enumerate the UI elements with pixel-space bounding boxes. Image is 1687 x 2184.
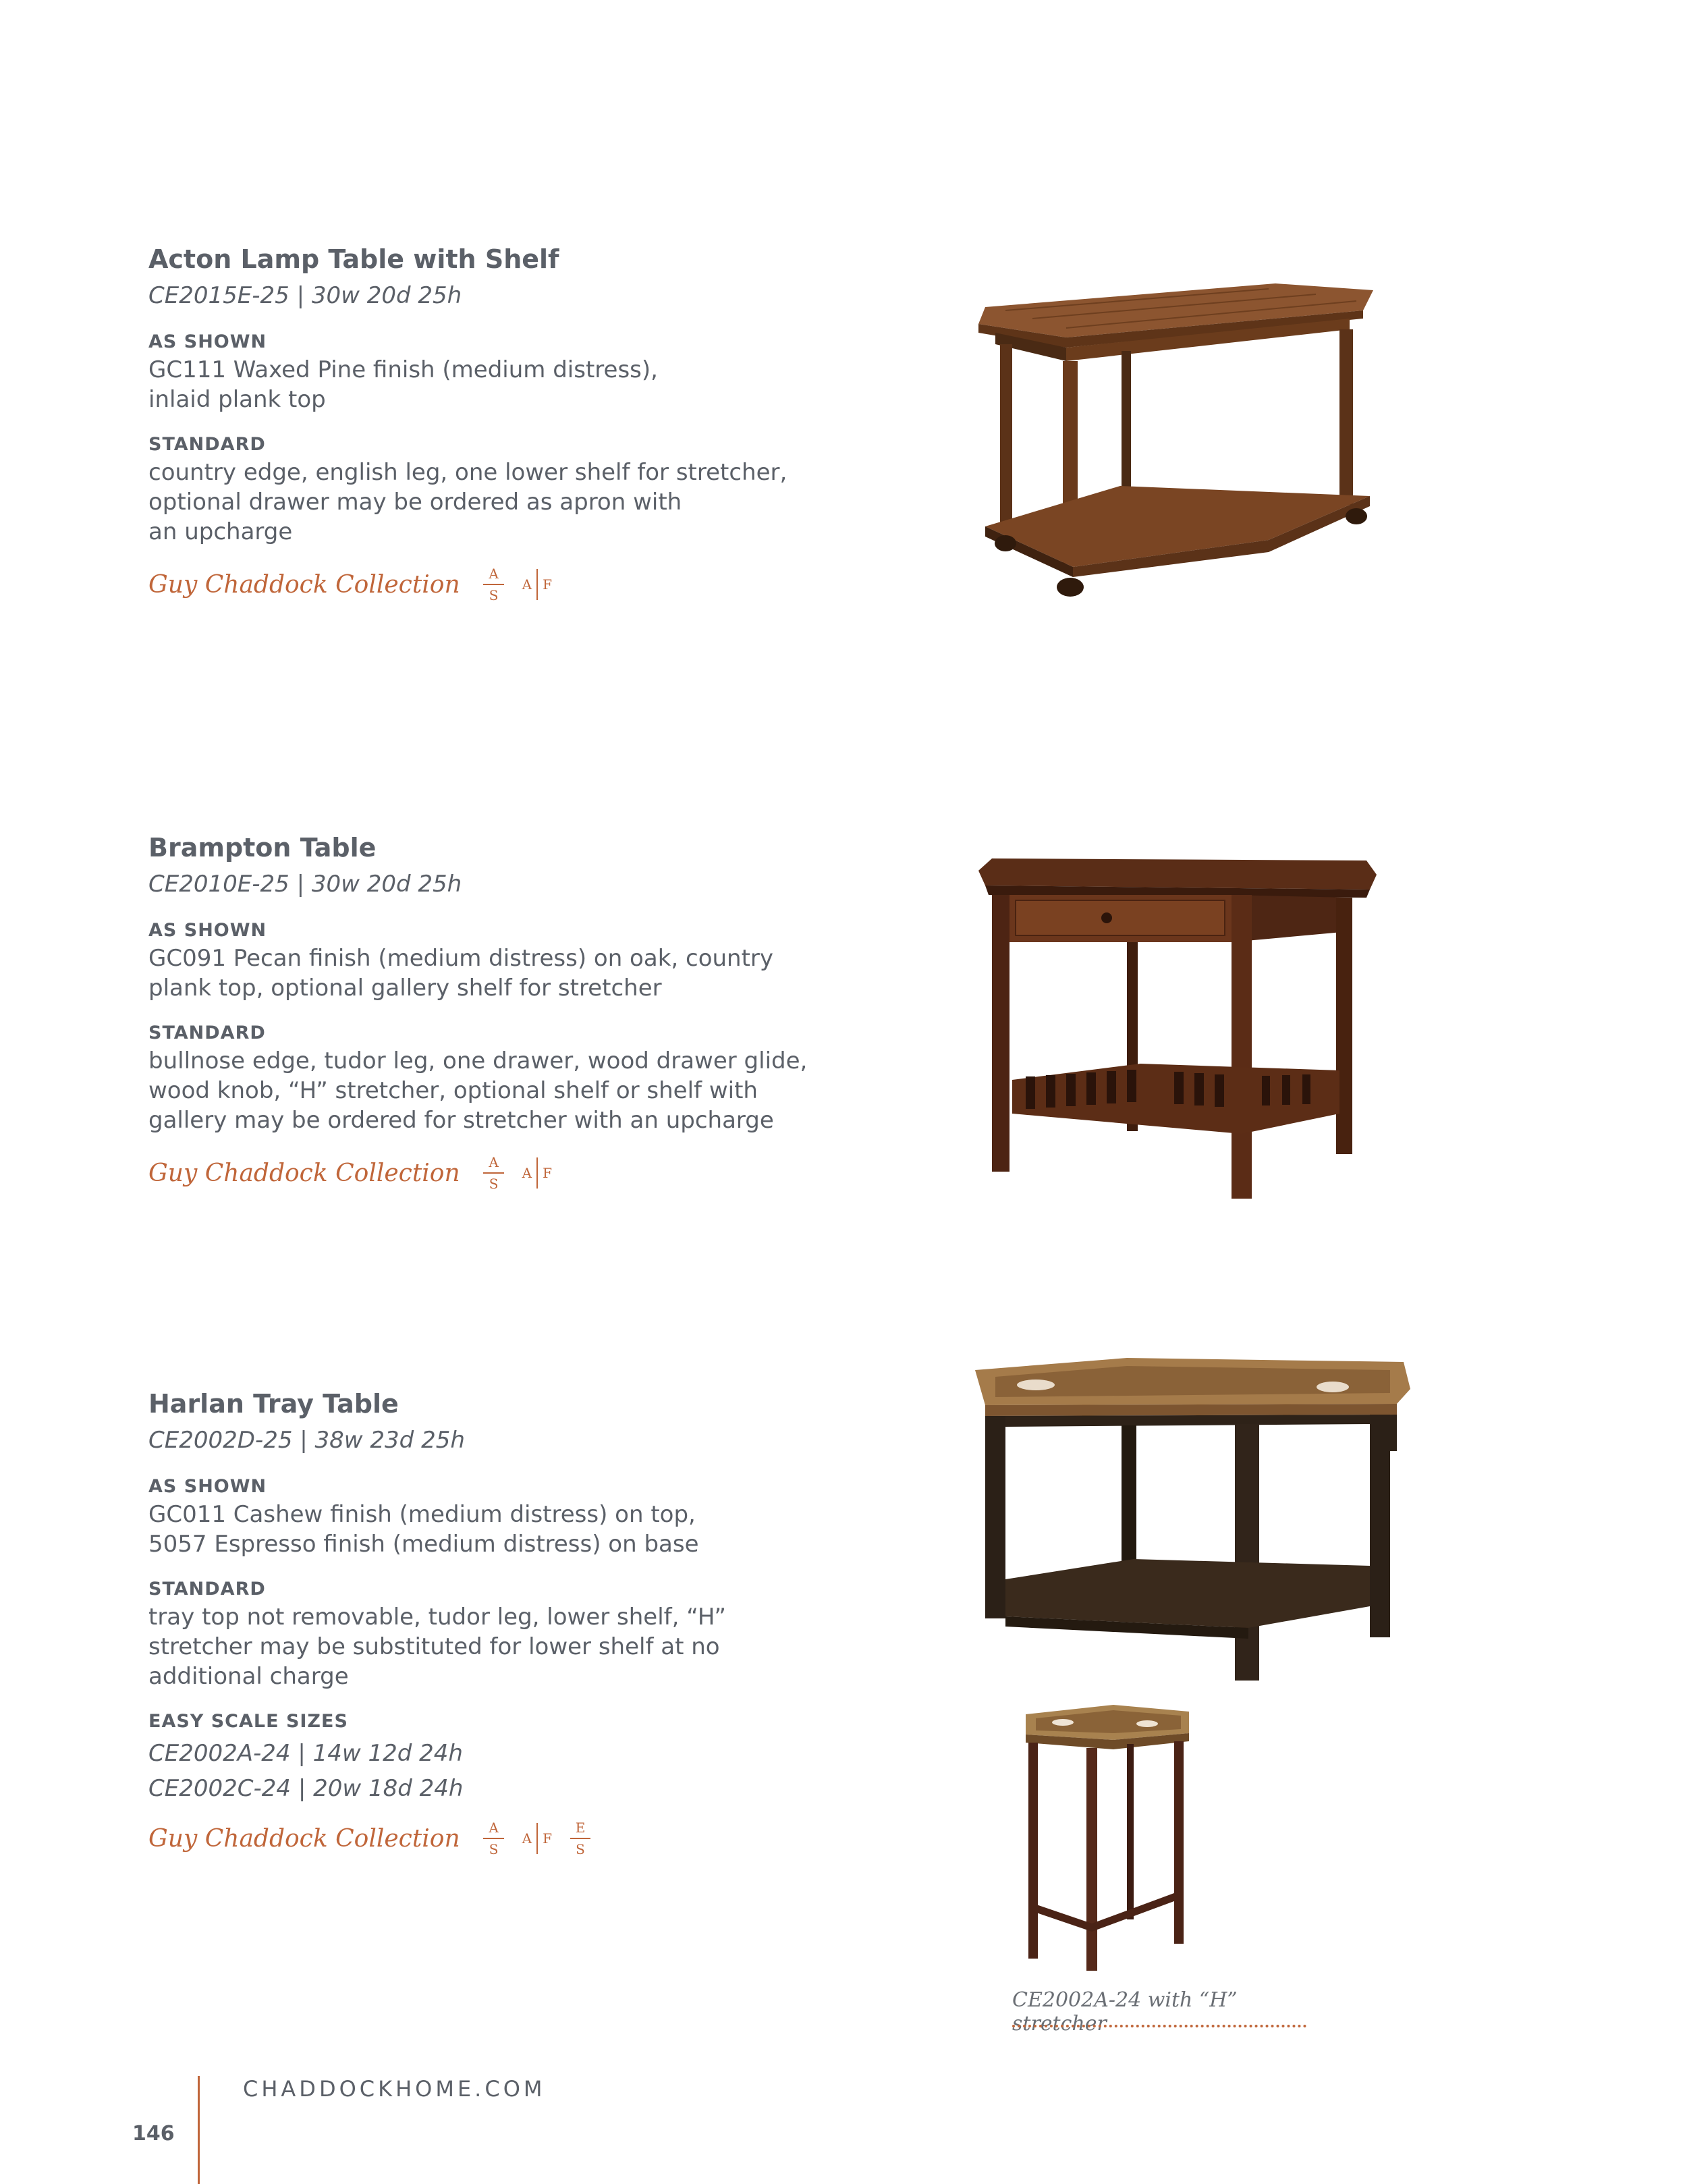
as-shown-text: GC011 Cashew finish (medium distress) on top, 5057 Espresso finish (medium distress) on base (148, 1501, 699, 1558)
standard-label: STANDARD (148, 434, 266, 455)
as-shown-label: AS SHOWN (148, 1476, 267, 1497)
code-a-f: A F (522, 569, 552, 600)
code-a-f: A F (522, 1823, 552, 1854)
easy-scale-sizes (148, 1736, 857, 1806)
collection-name: Guy Chaddock Collection (148, 1159, 460, 1187)
easy-scale-size: CE2002A-24 | 14w 12d 24h (148, 1740, 463, 1767)
standard-text: bullnose edge, tudor leg, one drawer, wood drawer glide, wood knob, “H” stretcher, optional shelf or shelf with gallery may be ordered for stretcher with an upcharge (148, 1047, 808, 1134)
code-a-s: $\frac{A}{S}$ (480, 1154, 507, 1192)
product-photo-harlan-small (1012, 1701, 1201, 1971)
caption-dotted-rule (1012, 2025, 1306, 2027)
collection-row (148, 1820, 857, 1857)
product-title: Brampton Table (148, 833, 377, 863)
photo-caption: CE2002A-24 with “H” stretcher (1012, 1988, 1238, 2036)
website-link[interactable]: CHADDOCKHOME.COM (243, 2076, 546, 2102)
as-shown-text: GC091 Pecan finish (medium distress) on oak, country plank top, optional gallery shelf for stretcher (148, 945, 774, 1002)
product-sku: CE2015E-25 | 30w 20d 25h (148, 282, 462, 309)
product-acton (148, 243, 857, 603)
product-title: Harlan Tray Table (148, 1389, 399, 1419)
standard-text: country edge, english leg, one lower shelf for stretcher, optional drawer may be ordered as apron with an upcharge (148, 459, 787, 545)
code-e-s: $\frac{E}{S}$ (567, 1820, 594, 1857)
product-photo-brampton (972, 850, 1390, 1201)
collection-row (148, 566, 857, 603)
code-a-f: A F (522, 1157, 552, 1189)
code-a-s: $\frac{A}{S}$ (480, 1820, 507, 1857)
finish-codes (480, 1154, 552, 1192)
collection-name: Guy Chaddock Collection (148, 1824, 460, 1853)
collection-row (148, 1154, 857, 1192)
standard-label: STANDARD (148, 1579, 266, 1600)
easy-scale-label: EASY SCALE SIZES (148, 1711, 348, 1732)
standard-text: tray top not removable, tudor leg, lower shelf, “H” stretcher may be substituted for lower shelf at no additional charge (148, 1604, 726, 1690)
finish-codes (480, 566, 552, 603)
collection-name: Guy Chaddock Collection (148, 570, 460, 599)
easy-scale-size: CE2002C-24 | 20w 18d 24h (148, 1775, 464, 1802)
finish-codes (480, 1820, 594, 1857)
footer-divider (198, 2076, 200, 2184)
standard-label: STANDARD (148, 1022, 266, 1043)
product-sku: CE2002D-25 | 38w 23d 25h (148, 1427, 465, 1454)
product-harlan (148, 1388, 857, 1857)
as-shown-label: AS SHOWN (148, 920, 267, 941)
product-sku: CE2010E-25 | 30w 20d 25h (148, 871, 462, 898)
product-title: Acton Lamp Table with Shelf (148, 244, 559, 274)
code-a-s: $\frac{A}{S}$ (480, 566, 507, 603)
product-photo-harlan (965, 1350, 1410, 1687)
as-shown-text: GC111 Waxed Pine finish (medium distress), inlaid plank top (148, 356, 658, 413)
product-brampton (148, 831, 857, 1192)
as-shown-label: AS SHOWN (148, 331, 267, 352)
product-photo-acton (965, 250, 1383, 628)
page-number: 146 (132, 2122, 175, 2146)
